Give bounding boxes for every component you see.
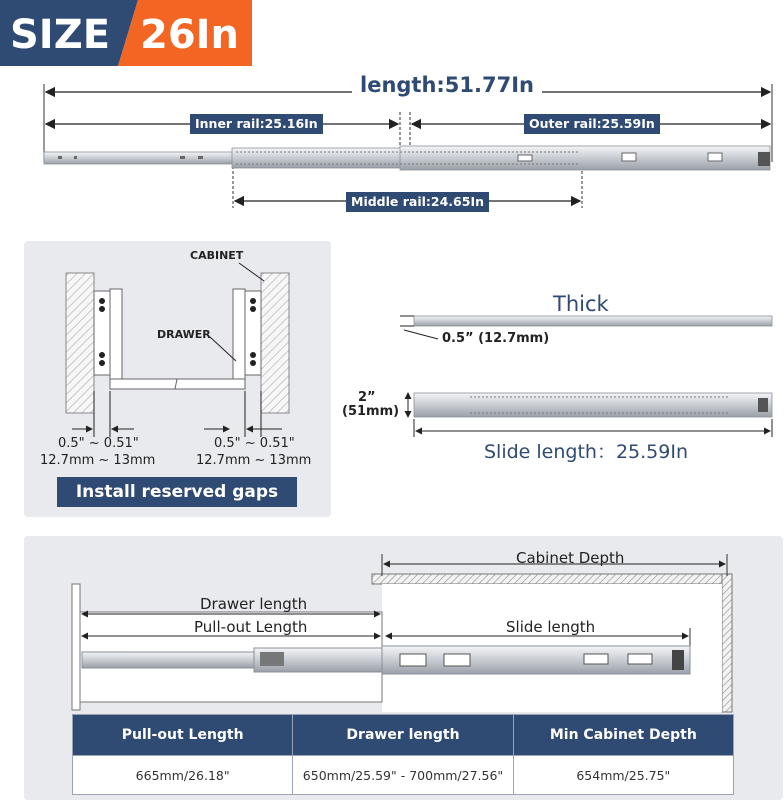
size-badge (0, 0, 252, 66)
cabinet-label: CABINET (190, 249, 244, 262)
drawer-front (72, 584, 80, 710)
drawer-label: DRAWER (157, 328, 211, 341)
slide-top-view (414, 316, 772, 326)
thick-title: Thick (553, 292, 609, 316)
spec-header-pullout: Pull-out Length (73, 715, 293, 756)
install-gaps-diagram (24, 241, 331, 517)
thickness-value: 0.5” (12.7mm) (442, 331, 550, 346)
pullout-length-label: Pull-out Length (194, 618, 308, 636)
total-length-label: length:51.77In (352, 73, 542, 97)
left-gap-inches: 0.5" ~ 0.51" (58, 436, 139, 451)
spec-table (72, 714, 734, 795)
outer-rail-label: Outer rail:25.59In (524, 114, 660, 134)
right-gap-mm: 12.7mm ~ 13mm (196, 453, 312, 468)
drawer-length-label: Drawer length (200, 595, 308, 613)
badge-size-value: 26In (140, 12, 240, 58)
drawer-bottom (110, 379, 245, 389)
cabinet-depth-diagram (24, 536, 783, 716)
drawer-side-left (110, 289, 122, 385)
spec-header-depth: Min Cabinet Depth (513, 715, 733, 756)
height-inches: 2” (358, 390, 376, 405)
cabinet-top (372, 574, 730, 584)
spec-value-pullout: 665mm/26.18" (73, 756, 293, 795)
cabinet-wall-left (66, 273, 94, 413)
spec-header-drawer: Drawer length (293, 715, 513, 756)
right-gap-inches: 0.5" ~ 0.51" (214, 436, 295, 451)
inner-rail-label: Inner rail:25.16In (190, 114, 323, 134)
slide-length-label: Slide length (506, 618, 596, 636)
middle-rail-label: Middle rail:24.65In (346, 192, 489, 212)
cabinet-back (722, 574, 732, 712)
cabinet-wall-right (261, 273, 289, 413)
install-gaps-title: Install reserved gaps (57, 477, 297, 507)
spec-value-depth: 654mm/25.75" (513, 756, 733, 795)
cabinet-depth-label: Cabinet Depth (516, 549, 625, 567)
badge-size-word: SIZE (10, 12, 111, 58)
spec-value-drawer: 650mm/25.59" - 700mm/27.56" (293, 756, 513, 795)
height-mm: (51mm) (342, 404, 400, 419)
left-gap-mm: 12.7mm ~ 13mm (40, 453, 156, 468)
spec-table-row (73, 756, 734, 795)
drawer-side-right (233, 289, 245, 385)
spec-table-header-row (73, 715, 734, 756)
slide-length-title: Slide length：25.59In (484, 441, 689, 463)
